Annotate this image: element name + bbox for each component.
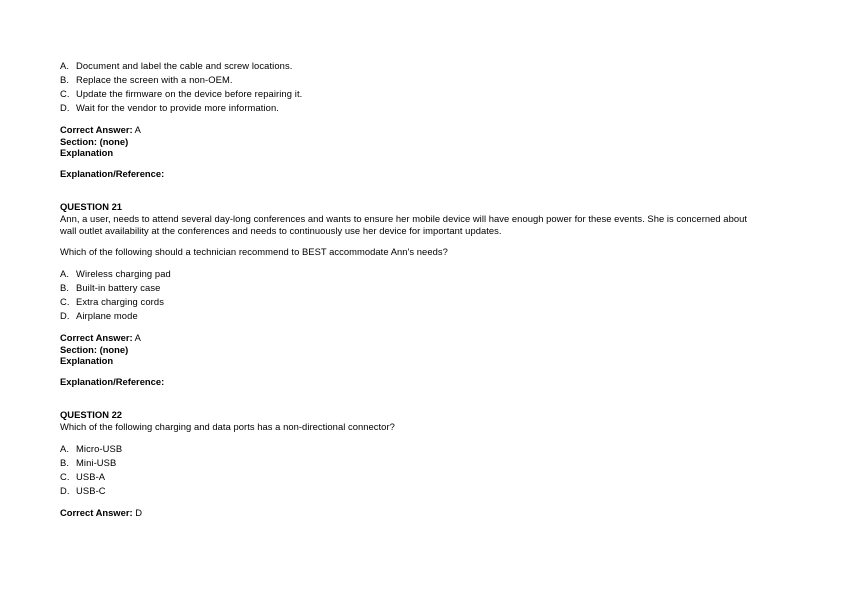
option-letter: B. — [60, 282, 70, 293]
option-text: Airplane mode — [76, 310, 138, 321]
prev-section: Section: (none) — [60, 135, 129, 147]
prev-options-list — [60, 59, 790, 115]
option-letter: A. — [60, 60, 70, 71]
option-text: Extra charging cords — [76, 296, 164, 307]
q21-option-b — [60, 281, 790, 295]
option-letter: A. — [60, 268, 70, 279]
document-page — [60, 59, 790, 519]
option-text: Mini-USB — [76, 457, 117, 468]
option-letter: D. — [60, 310, 70, 321]
q21-section: Section: (none) — [60, 343, 129, 355]
q21-correct-answer — [60, 332, 790, 344]
option-text: Micro-USB — [76, 443, 123, 454]
prev-answer-block — [60, 124, 790, 159]
question-prompt: Which of the following should a technician recommend to BEST accommodate Ann's needs? — [60, 246, 448, 257]
prev-explanation-reference: Explanation/Reference: — [60, 167, 165, 179]
q22-correct-answer — [60, 507, 790, 519]
q21-option-c — [60, 295, 790, 309]
q22-options-list — [60, 442, 790, 498]
question-22 — [60, 409, 790, 519]
question-21 — [60, 201, 790, 387]
q21-options-list — [60, 267, 790, 323]
question-title: QUESTION 22 — [60, 409, 122, 420]
correct-answer-value: A — [132, 332, 141, 343]
prev-correct-answer — [60, 124, 790, 136]
q21-answer-block — [60, 332, 790, 367]
question-title: QUESTION 21 — [60, 201, 122, 212]
prev-option-d — [60, 101, 790, 115]
q21-option-a — [60, 267, 790, 281]
option-letter: C. — [60, 471, 70, 482]
prev-option-a — [60, 59, 790, 73]
option-letter: D. — [60, 485, 70, 496]
correct-answer-label: Correct Answer: — [60, 507, 133, 518]
option-letter: D. — [60, 102, 70, 113]
option-text: Wait for the vendor to provide more information. — [76, 102, 279, 113]
option-text: Wireless charging pad — [76, 268, 171, 279]
option-letter: A. — [60, 443, 70, 454]
correct-answer-value: D — [132, 507, 142, 518]
option-letter: C. — [60, 88, 70, 99]
prev-explanation-heading: Explanation — [60, 147, 114, 158]
option-text: USB-C — [76, 485, 106, 496]
option-text: Built-in battery case — [76, 282, 161, 293]
correct-answer-label: Correct Answer: — [60, 124, 133, 135]
question-prompt: Which of the following charging and data ports has a non-directional connector? — [60, 421, 395, 432]
q21-explanation-heading: Explanation — [60, 355, 114, 366]
prev-option-c — [60, 87, 790, 101]
q22-option-a — [60, 442, 790, 456]
prev-option-b — [60, 73, 790, 87]
question-body-line-1: Ann, a user, needs to attend several day-long conferences and wants to ensure her mobile device will have enough power for these events. She is concerned about — [60, 213, 748, 224]
option-text: Document and label the cable and screw locations. — [76, 60, 293, 71]
q22-option-c — [60, 470, 790, 484]
option-letter: C. — [60, 296, 70, 307]
correct-answer-value: A — [132, 124, 141, 135]
q21-explanation-reference: Explanation/Reference: — [60, 375, 165, 387]
q22-option-d — [60, 484, 790, 498]
q22-option-b — [60, 456, 790, 470]
correct-answer-label: Correct Answer: — [60, 332, 133, 343]
option-text: USB-A — [76, 471, 106, 482]
option-letter: B. — [60, 457, 70, 468]
option-text: Update the firmware on the device before repairing it. — [76, 88, 303, 99]
option-text: Replace the screen with a non-OEM. — [76, 74, 233, 85]
question-body-line-2: wall outlet availability at the conferences and needs to continuously use her device for important updates. — [60, 225, 502, 236]
q21-option-d — [60, 309, 790, 323]
option-letter: B. — [60, 74, 70, 85]
